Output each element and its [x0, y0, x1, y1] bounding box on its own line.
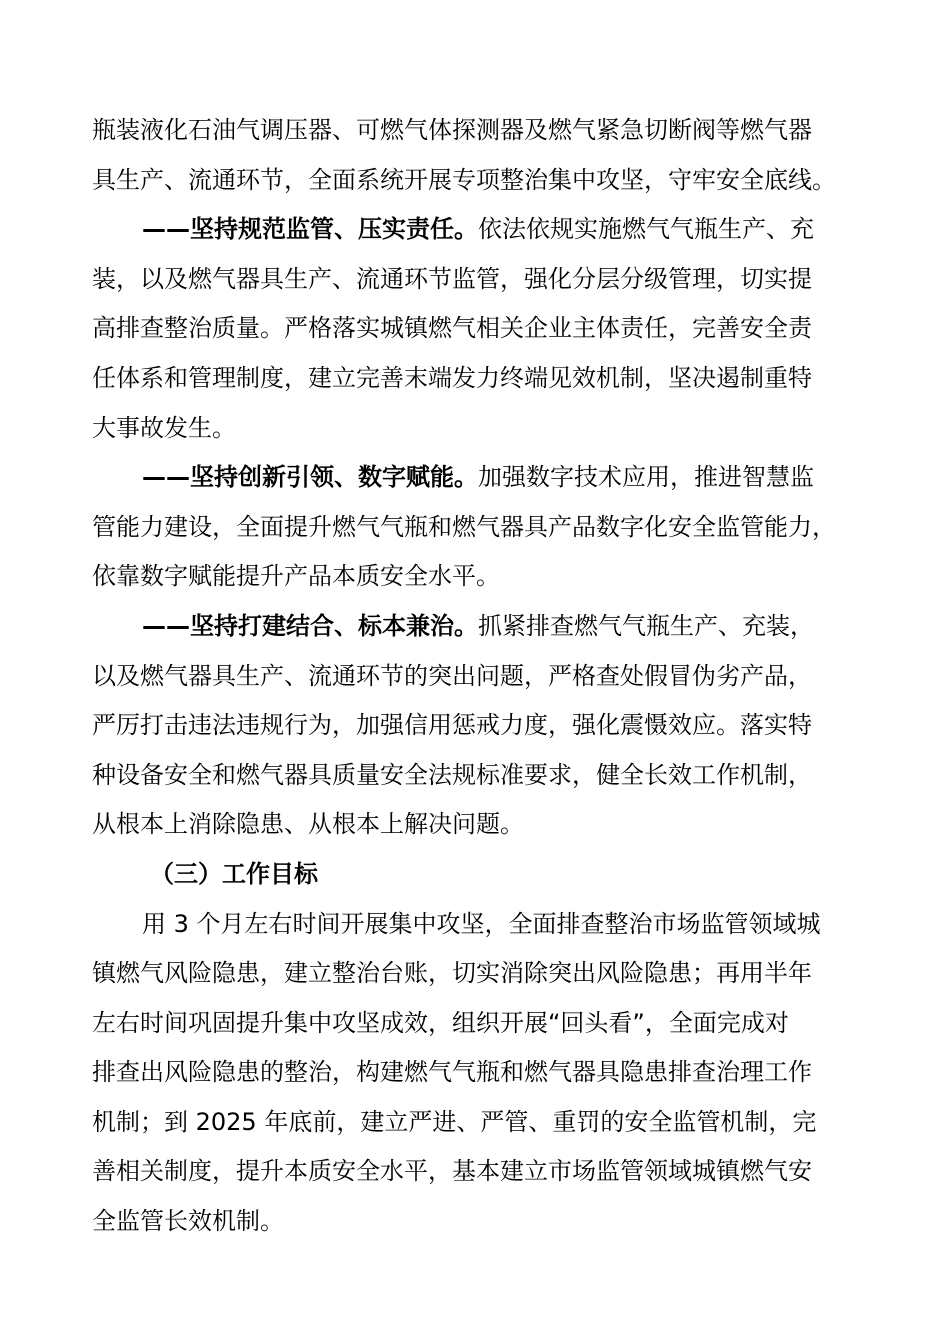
paragraph-first-line [92, 602, 860, 652]
text-line: 以及燃气器具生产、流通环节的突出问题，严格查处假冒伪劣产品， [92, 661, 812, 690]
text-line: 大事故发生。 [92, 413, 236, 442]
paragraph-text: 抓紧排查燃气气瓶生产、充装， [478, 611, 814, 640]
text-line: 装，以及燃气器具生产、流通环节监管，强化分层分级管理，切实提 [92, 264, 812, 293]
body-text [92, 106, 860, 1247]
text-line: 排查出风险隐患的整治，构建燃气气瓶和燃气器具隐患排查治理工作 [92, 1058, 812, 1087]
text-line: 任体系和管理制度，建立完善末端发力终端见效机制，坚决遏制重特 [92, 363, 812, 392]
paragraph-lead: ——坚持打建结合、标本兼治。 [142, 611, 478, 640]
paragraph-text: 加强数字技术应用，推进智慧监 [478, 463, 814, 492]
text-line: 高排查整治质量。严格落实城镇燃气相关企业主体责任，完善安全责 [92, 314, 812, 343]
text-line: 严厉打击违法违规行为，加强信用惩戒力度，强化震慑效应。落实特 [92, 711, 812, 740]
text-line: 具生产、流通环节，全面系统开展专项整治集中攻坚，守牢安全底线。 [92, 165, 836, 194]
paragraph-first-line [92, 205, 860, 255]
paragraph-lead: ——坚持规范监管、压实责任。 [142, 215, 478, 244]
text-line: 从根本上消除隐患、从根本上解决问题。 [92, 810, 524, 839]
text-line: 镇燃气风险隐患，建立整治台账，切实消除突出风险隐患；再用半年 [92, 959, 812, 988]
text-line: 管能力建设，全面提升燃气气瓶和燃气器具产品数字化安全监管能力， [92, 512, 836, 541]
text-line: 全监管长效机制。 [92, 1207, 284, 1236]
paragraph-first-line: 用 3 个月左右时间开展集中攻坚，全面排查整治市场监管领域城 [142, 909, 821, 938]
text-line: 种设备安全和燃气器具质量安全法规标准要求，健全长效工作机制， [92, 760, 812, 789]
paragraph-first-line [92, 453, 860, 503]
paragraph-lead: ——坚持创新引领、数字赋能。 [142, 463, 478, 492]
paragraph-text: 依法依规实施燃气气瓶生产、充 [478, 215, 814, 244]
text-line: 左右时间巩固提升集中攻坚成效，组织开展“回头看”，全面完成对 [92, 1008, 789, 1037]
text-line: 机制；到 2025 年底前，建立严进、严管、重罚的安全监管机制，完 [92, 1107, 817, 1136]
section-heading: （三）工作目标 [150, 859, 318, 888]
text-line: 善相关制度，提升本质安全水平，基本建立市场监管领域城镇燃气安 [92, 1157, 812, 1186]
text-line: 依靠数字赋能提升产品本质安全水平。 [92, 562, 500, 591]
text-line: 瓶装液化石油气调压器、可燃气体探测器及燃气紧急切断阀等燃气器 [92, 116, 812, 144]
